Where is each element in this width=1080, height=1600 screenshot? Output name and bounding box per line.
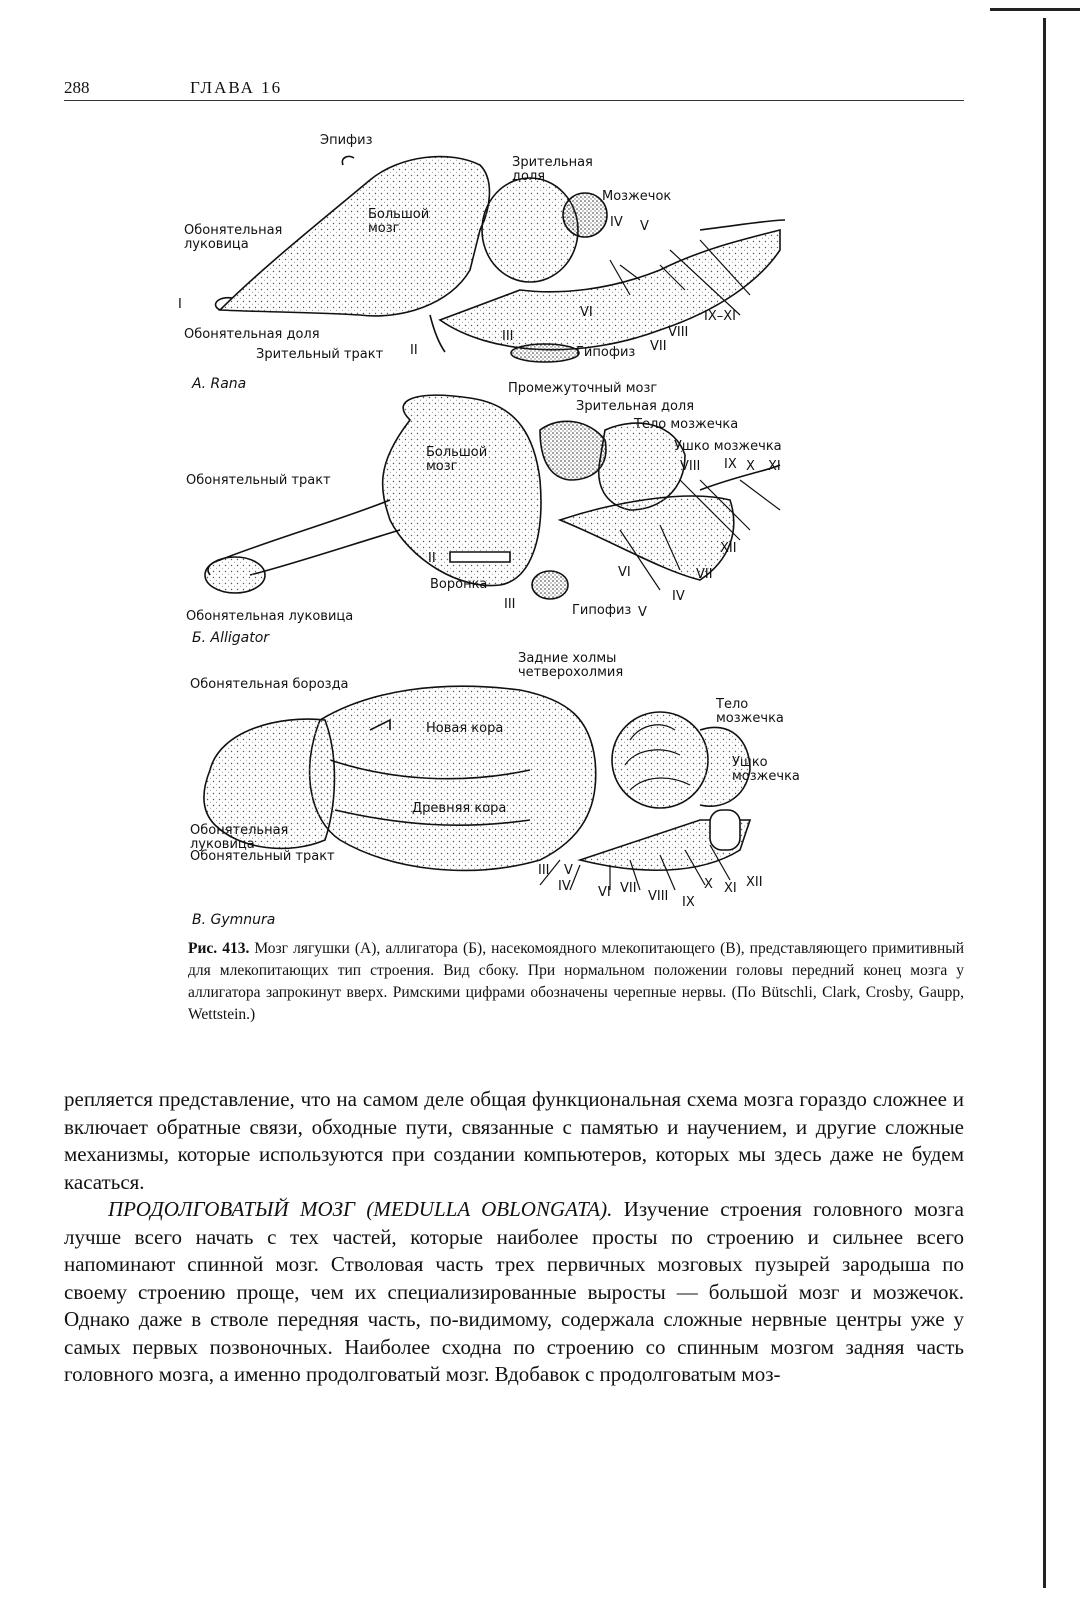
label-alligator-cerebellum-body: Тело мозжечка (634, 417, 739, 432)
label-rana-nerve-7: VII (650, 339, 667, 354)
label-rana-nerves-9-11: IX–XI (704, 309, 736, 324)
label-alligator-cerebrum: Большой мозг (426, 445, 488, 474)
label-alligator-nerve-9: IX (724, 457, 737, 472)
label-alligator-optic-lobe: Зрительная доля (576, 399, 695, 414)
paragraph-1: репляется представление, что на самом деле общая функциональная схема мозга гораздо сложнее и включает обратные связи, обходные пути, связанные с памятью и научением, и другие сложные механизмы, которые используются при создании компьютеров, которых мы здесь даже не будем касаться. (64, 1087, 964, 1194)
label-alligator-nerve-8: VIII (680, 459, 701, 474)
label-rana-nerve-3: III (502, 329, 514, 344)
label-gymnura-paleocortex: Древняя кора (412, 801, 507, 816)
label-alligator-nerve-10: X (746, 459, 755, 474)
label-rana-nerve-6: VI (580, 305, 593, 320)
figure-413 (140, 120, 840, 940)
label-gymnura-olfactory-bulb: Обонятельная луковица (190, 823, 289, 852)
label-rana-olfactory-lobe: Обонятельная доля (184, 327, 320, 342)
label-alligator-olfactory-bulb: Обонятельная луковица (186, 609, 354, 624)
label-gymnura-nerve-9: IX (682, 895, 695, 910)
page-edge-mark (990, 8, 1080, 11)
label-alligator-nerve-12: XII (720, 541, 737, 556)
label-alligator-nerve-2: II (428, 551, 436, 566)
label-gymnura-nerve-5: V (564, 863, 573, 878)
label-rana-hypophysis: Гипофиз (576, 345, 636, 360)
caption-text: Мозг лягушки (А), аллигатора (Б), насекомоядного млекопитающего (В), представляющего примитивный для млекопитающих тип строения. Вид сбоку. При нормальном положении головы передний конец мозга у аллигатора запрокинут вверх. Римскими цифрами обозначены черепные нервы. (По Bütschli, Clark, Crosby, Gaupp, Wettstein.) (188, 940, 964, 1023)
label-gymnura-neocortex: Новая кора (426, 721, 504, 736)
label-gymnura-nerve-12: XII (746, 875, 763, 890)
label-alligator-infundibulum: Воронка (430, 577, 488, 592)
label-alligator-olfactory-tract: Обонятельный тракт (186, 473, 331, 488)
label-gymnura-nerve-8: VIII (648, 889, 669, 904)
label-alligator-nerve-7: VII (696, 567, 713, 582)
label-gymnura-nerve-11: XI (724, 881, 737, 896)
label-gymnura-olfactory-sulcus: Обонятельная борозда (190, 677, 349, 692)
label-alligator-nerve-3: III (504, 597, 516, 612)
label-gymnura-inferior-colliculi: Задние холмы четверохолмия (518, 651, 624, 680)
label-gymnura-olfactory-tract: Обонятельный тракт (190, 849, 335, 864)
label-rana-nerve-5: V (640, 219, 649, 234)
label-rana-nerve-1: I (178, 297, 182, 312)
label-alligator-nerve-4: IV (672, 589, 685, 604)
paragraph-2 (64, 1196, 964, 1389)
label-alligator-nerve-11: XI (768, 459, 781, 474)
label-alligator-nerve-6: VI (618, 565, 631, 580)
label-rana-nerve-4: IV (610, 215, 623, 230)
label-gymnura-nerve-4: IV (558, 879, 571, 894)
page-edge-line (1043, 18, 1046, 1588)
label-rana-epiphysis: Эпифиз (320, 133, 373, 148)
running-header (64, 78, 964, 101)
label-gymnura-nerve-6: VI (598, 885, 611, 900)
chapter-title: ГЛАВА 16 (190, 78, 283, 97)
label-rana-optic-tract: Зрительный тракт (256, 347, 384, 362)
label-gymnura-nerve-7: VII (620, 881, 637, 896)
label-gymnura-nerve-3: III (538, 863, 550, 878)
sublabel-rana: А. Rana (192, 376, 247, 392)
figure-caption (188, 938, 964, 1026)
page-number: 288 (64, 78, 90, 97)
label-alligator-diencephalon: Промежуточный мозг (508, 381, 658, 396)
label-rana-nerve-2: II (410, 343, 418, 358)
sublabel-gymnura: В. Gymnura (192, 912, 276, 928)
sublabel-alligator: Б. Alligator (192, 630, 270, 646)
label-rana-olfactory-bulb: Обонятельная луковица (184, 223, 283, 252)
label-rana-nerve-8: VIII (668, 325, 689, 340)
label-alligator-hypophysis: Гипофиз (572, 603, 632, 618)
label-gymnura-cerebellum-auricle: Ушко мозжечка (732, 755, 800, 784)
label-alligator-nerve-5: V (638, 605, 647, 620)
section-heading: ПРОДОЛГОВАТЫЙ МОЗГ (MEDULLA OBLONGATA). (108, 1197, 613, 1221)
label-rana-cerebrum: Большой мозг (368, 207, 430, 236)
paragraph-2-text: Изучение строения головного мозга лучше всего начать с тех частей, которые наиболее просты по строению и сильнее всего напоминают спинной мозг. Стволовая часть трех первичных мозговых пузырей зародыша по своему строению проще, чем их специализированные выросты — большой мозг и мозжечок. Однако даже в стволе передняя часть, по-видимому, содержала сложные нервные центры уже у самых первых позвоночных. Наиболее сходна по строению со спинным мозгом задняя часть головного мозга, а именно продолговатый мозг. Вдобавок с продолговатым моз- (64, 1197, 964, 1386)
label-rana-optic-lobe: Зрительная доля (512, 155, 593, 184)
label-gymnura-cerebellum-body: Тело мозжечка (716, 697, 784, 726)
label-gymnura-nerve-10: X (704, 877, 713, 892)
label-rana-cerebellum: Мозжечок (602, 189, 672, 204)
body-text (64, 1086, 964, 1389)
caption-lead: Рис. 413. (188, 940, 250, 957)
label-alligator-cerebellum-auricle: Ушко мозжечка (674, 439, 782, 454)
